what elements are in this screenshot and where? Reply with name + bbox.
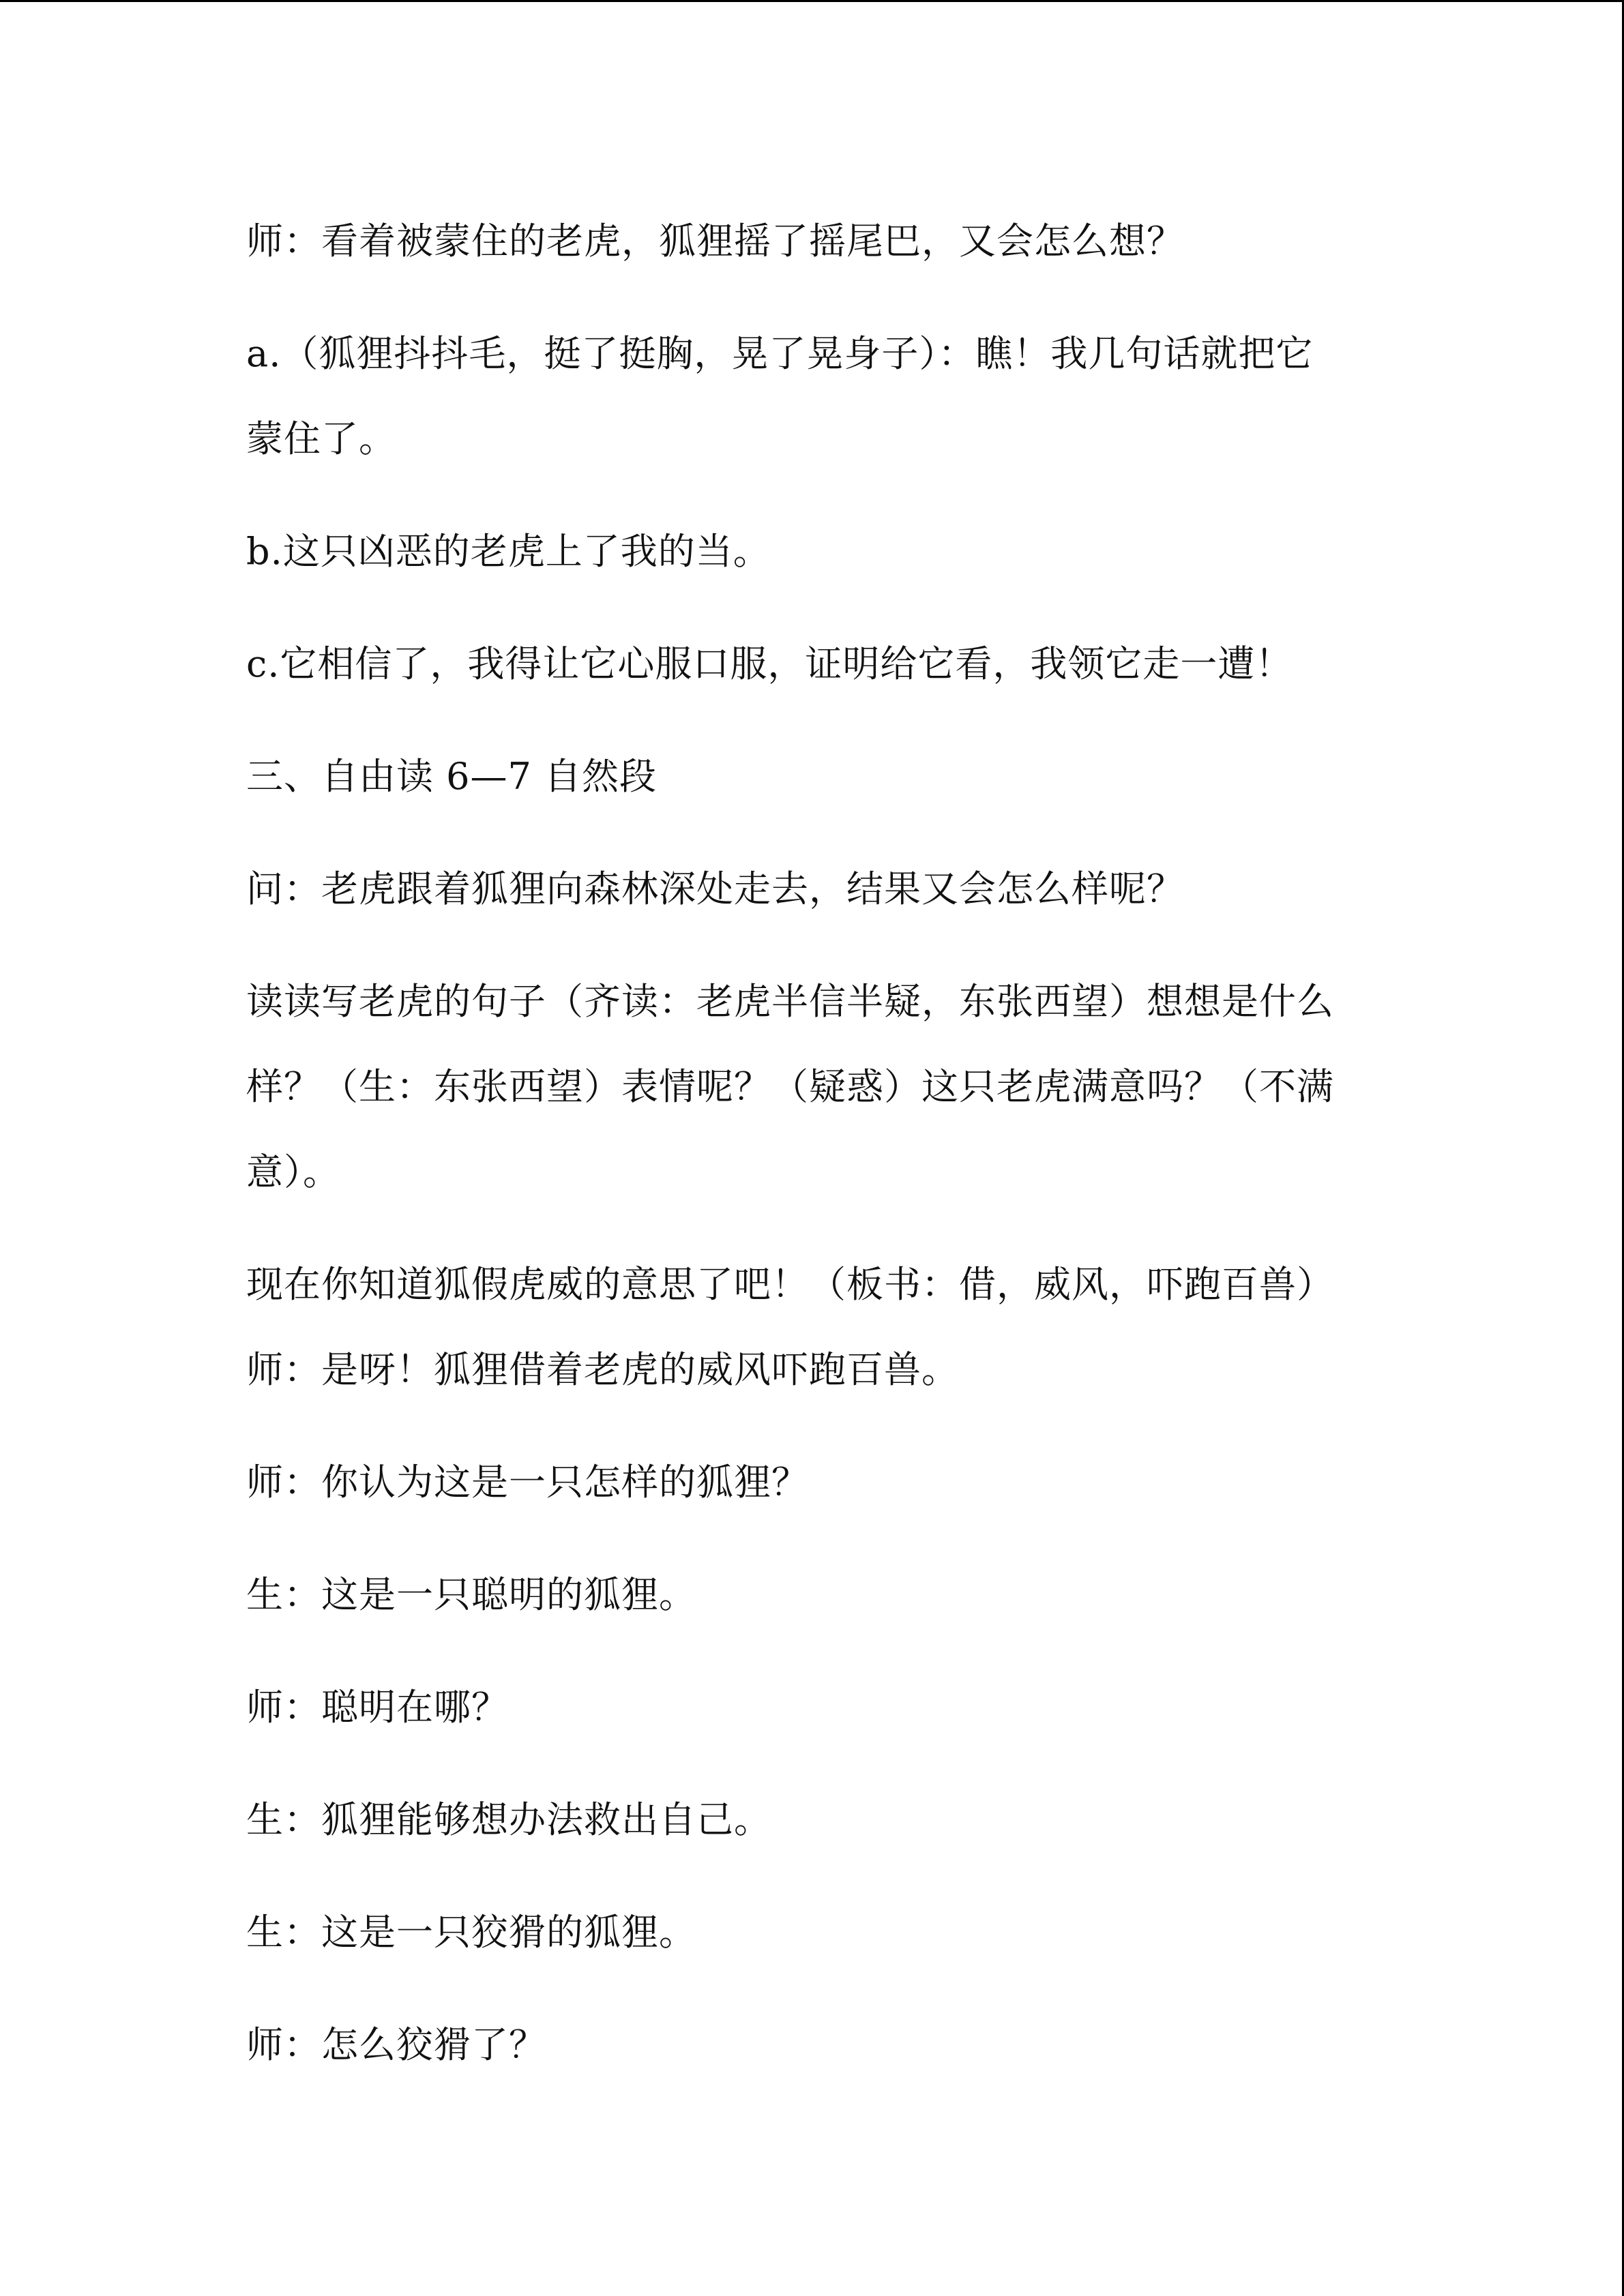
- text-line: 生：这是一只聪明的狐狸。: [246, 1573, 696, 1616]
- text-line: 生：狐狸能够想办法救出自己。: [246, 1798, 771, 1841]
- text-line: 读读写老虎的句子（齐读：老虎半信半疑，东张西望）想想是什么: [246, 980, 1334, 1023]
- text-line: 师：是呀！狐狸借着老虎的威风吓跑百兽。: [246, 1348, 959, 1391]
- text-line: 师：你认为这是一只怎样的狐狸？: [246, 1461, 809, 1504]
- text-line: 意）。: [246, 1150, 340, 1193]
- text-line: 蒙住了。: [246, 417, 396, 460]
- text-line: b.这只凶恶的老虎上了我的当。: [246, 530, 771, 573]
- text-line: 问：老虎跟着狐狸向森林深处走去，结果又会怎么样呢？: [246, 867, 1184, 910]
- text-line: 生：这是一只狡猾的狐狸。: [246, 1911, 696, 1954]
- text-line: 样？（生：东张西望）表情呢？（疑惑）这只老虎满意吗？（不满: [246, 1065, 1334, 1108]
- section-heading: 三、自由读 6—7 自然段: [246, 755, 658, 798]
- text-line: 师：怎么狡猾了？: [246, 2023, 546, 2066]
- text-line: c.它相信了，我得让它心服口服，证明给它看，我领它走一遭！: [246, 642, 1293, 685]
- text-line: 现在你知道狐假虎威的意思了吧！（板书：借，威风，吓跑百兽）: [246, 1263, 1334, 1306]
- text-line: 师：聪明在哪？: [246, 1686, 509, 1729]
- text-line: a.（狐狸抖抖毛，挺了挺胸，晃了晃身子）：瞧！我几句话就把它: [246, 332, 1314, 375]
- text-line: 师：看着被蒙住的老虎，狐狸摇了摇尾巴，又会怎么想？: [246, 220, 1184, 263]
